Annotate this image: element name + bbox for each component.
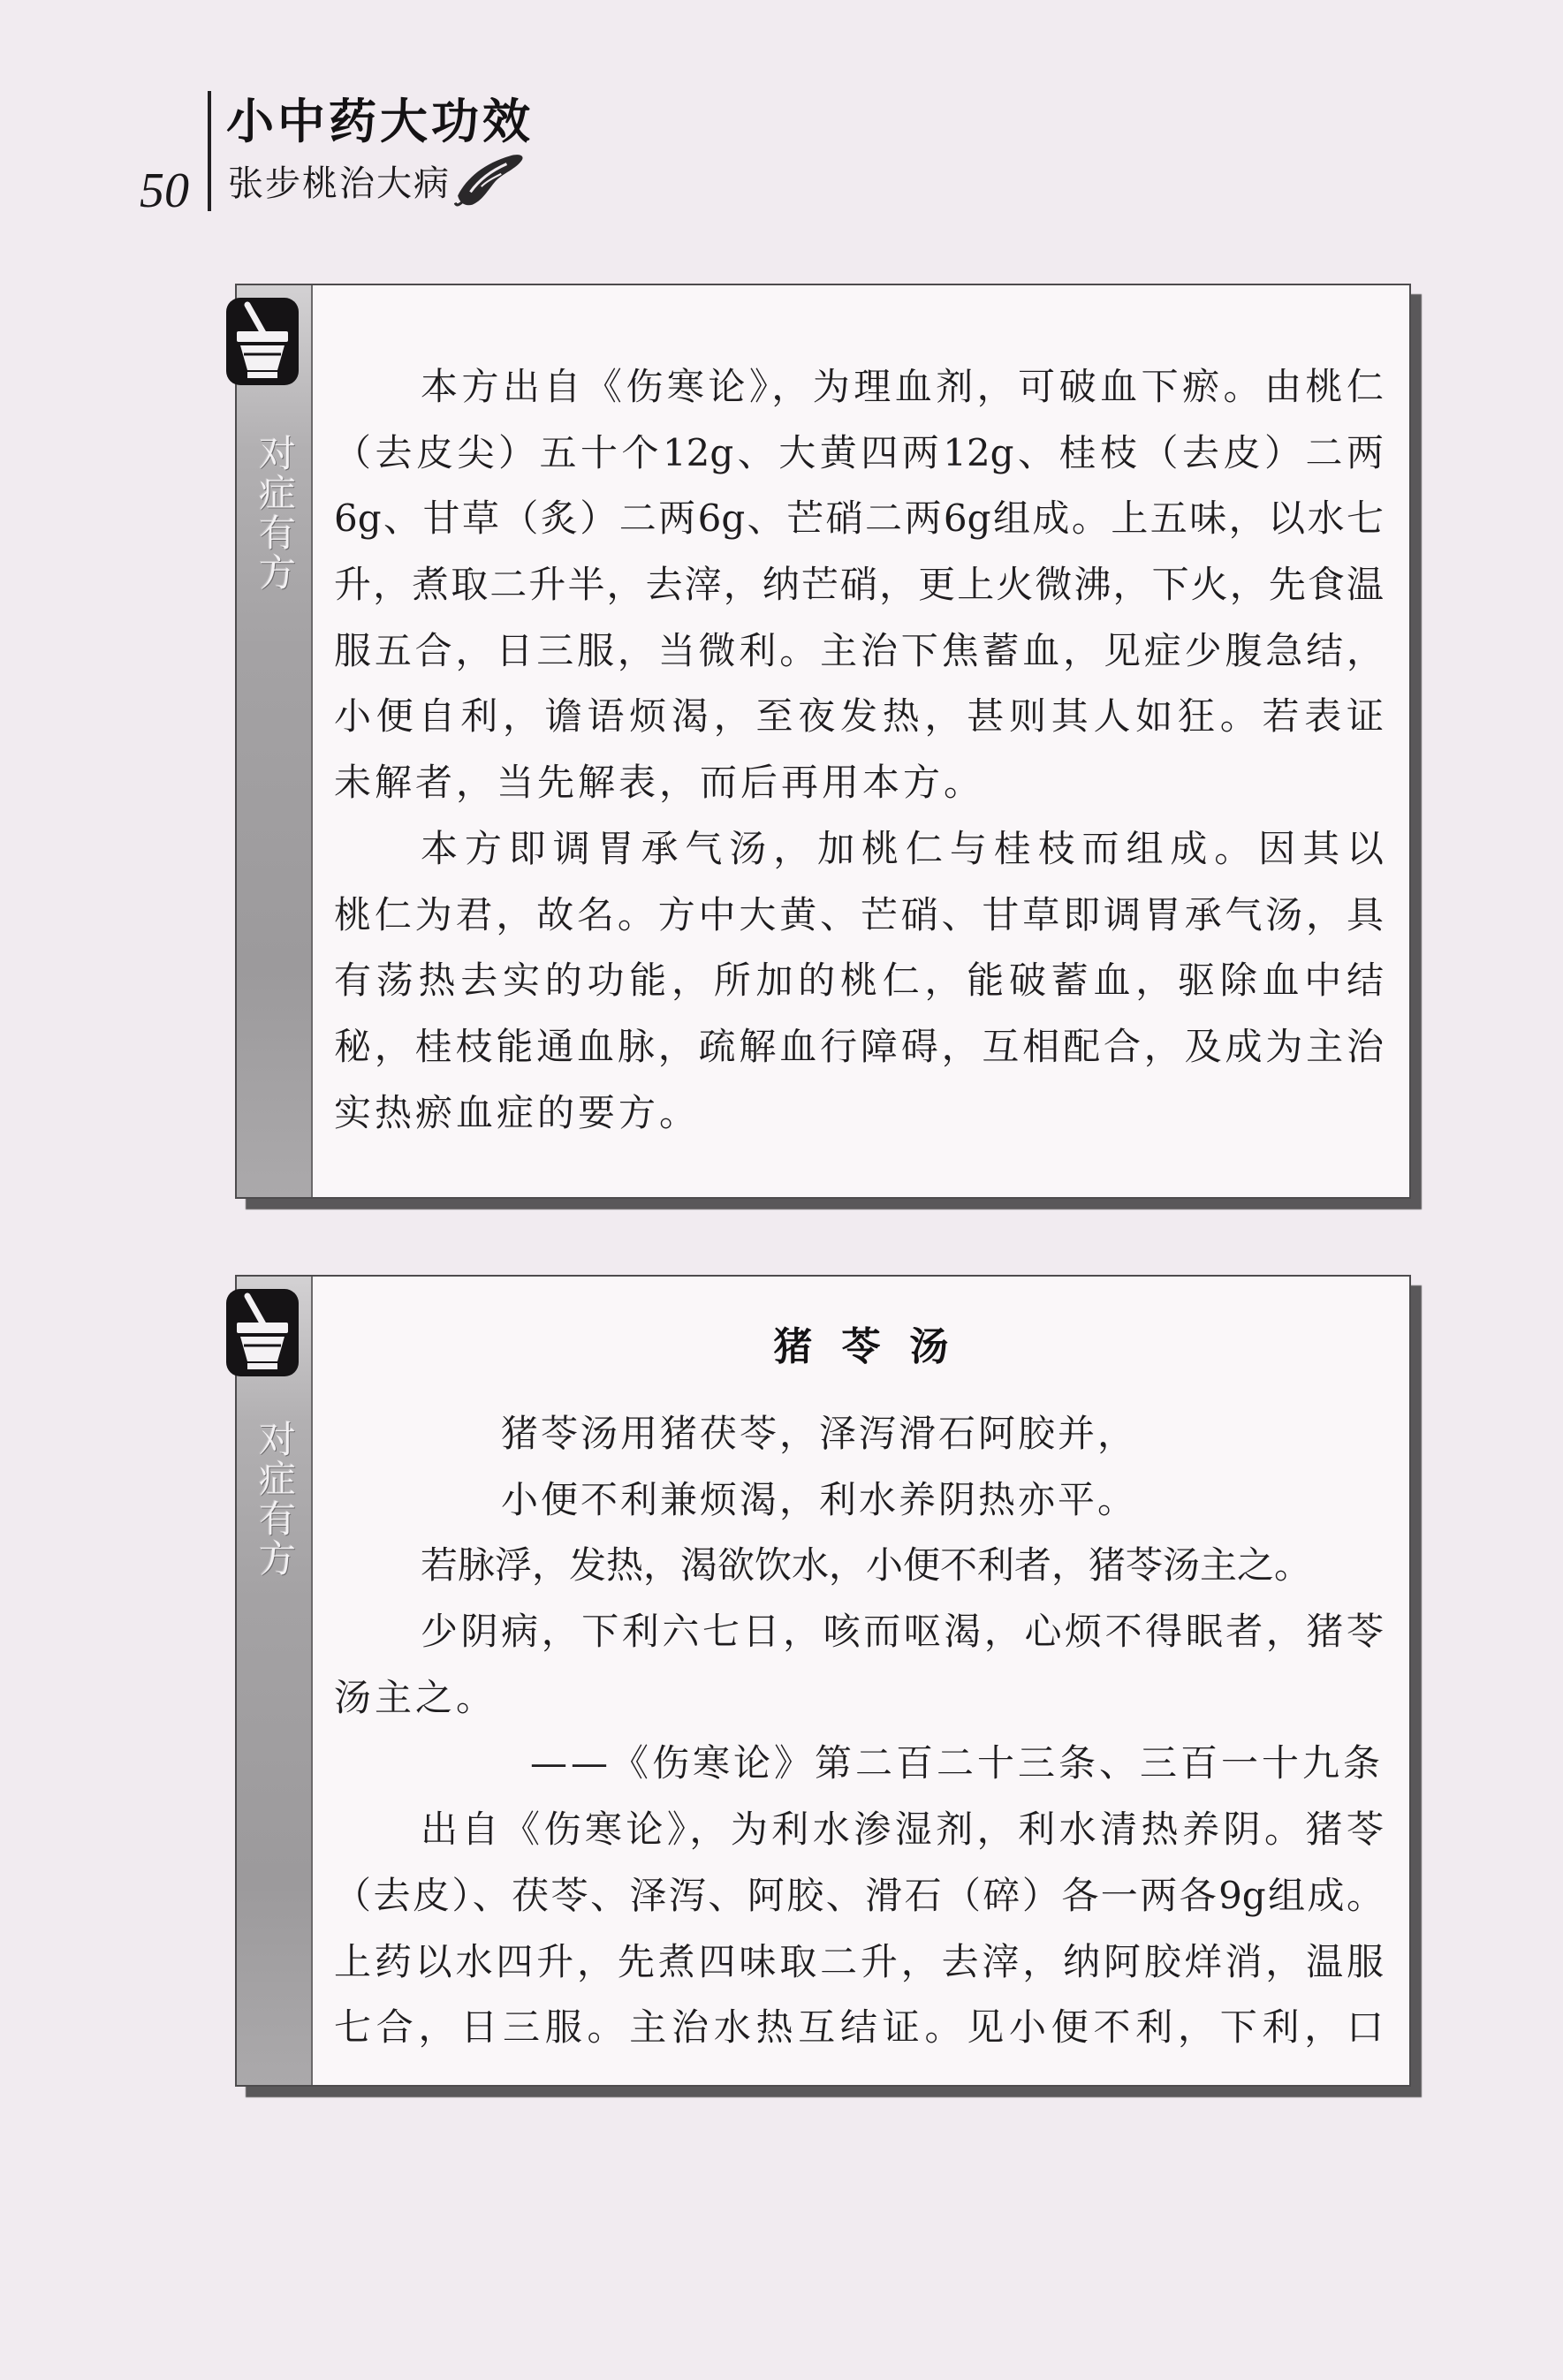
- body-text: [334, 1401, 1384, 2061]
- mortar-pestle-icon: [224, 1287, 300, 1378]
- paragraph-line: （去皮尖）五十个12g、大黄四两12g、桂枝（去皮）二两: [334, 430, 1384, 474]
- book-subtitle: 张步桃治大病: [228, 163, 451, 204]
- source-citation: ——《伤寒论》第二百二十三条、三百一十九条: [529, 1741, 1384, 1785]
- paragraph-line: 未解者，当先解表，而后再用本方。: [334, 761, 985, 805]
- paragraph-line: 桃仁为君，故名。方中大黄、芒硝、甘草即调胃承气汤，具: [334, 892, 1384, 936]
- paragraph-line: 6g、甘草（炙）二两6g、芒硝二两6g组成。上五味，以水七: [334, 496, 1384, 541]
- book-title: 小中药大功效: [226, 93, 534, 149]
- sidebar-strip: [237, 1277, 313, 2085]
- remedy-box: [235, 1275, 1411, 2087]
- sidebar-strip: [237, 285, 313, 1197]
- verse-line: 猪苓汤用猪茯苓，泽泻滑石阿胶并，: [501, 1412, 1138, 1455]
- paragraph-line: 实热瘀血症的要方。: [334, 1090, 701, 1134]
- paragraph-line: 上药以水四升，先煮四味取二升，去滓，纳阿胶烊消，温服: [334, 1939, 1384, 1983]
- paragraph-line: 秘，桂枝能通血脉，疏解血行障碍，互相配合，及成为主治: [334, 1024, 1384, 1068]
- page-number: 50: [140, 163, 189, 218]
- paragraph-line: 出自《伤寒论》，为利水渗湿剂，利水清热养阴。猪苓: [421, 1808, 1384, 1852]
- remedy-box: [235, 284, 1411, 1199]
- verse-line: 小便不利兼烦渴，利水养阴热亦平。: [501, 1477, 1138, 1521]
- paragraph-line: 有荡热去实的功能，所加的桃仁，能破蓄血，驱除血中结: [334, 959, 1384, 1003]
- paragraph-line: 升，煮取二升半，去滓，纳芒硝，更上火微沸，下火，先食温: [334, 563, 1384, 607]
- paragraph-line: （去皮）、茯苓、泽泻、阿胶、滑石（碎）各一两各9g组成。: [334, 1873, 1384, 1917]
- header-divider: [208, 91, 211, 211]
- quote-line: 若脉浮，发热，渴欲饮水，小便不利者，猪苓汤主之。: [421, 1543, 1312, 1588]
- paragraph-line: 本方出自《伤寒论》，为理血剂，可破血下瘀。由桃仁: [421, 365, 1384, 408]
- paragraph-line: 七合，日三服。主治水热互结证。见小便不利，下利，口: [334, 2005, 1384, 2050]
- quote-line: 汤主之。: [334, 1675, 497, 1719]
- sidebar-label: 对症有方: [254, 1420, 297, 1579]
- quote-line: 少阴病，下利六七日，咳而呕渴，心烦不得眠者，猪苓: [421, 1610, 1384, 1654]
- paragraph-line: 小便自利，谵语烦渴，至夜发热，甚则其人如狂。若表证: [334, 694, 1384, 739]
- brush-stroke-icon: [454, 150, 527, 208]
- body-text: [334, 354, 1384, 1146]
- paragraph-line: 服五合，日三服，当微利。主治下焦蓄血，见症少腹急结，: [334, 628, 1384, 672]
- formula-title: 猪苓汤: [773, 1324, 978, 1369]
- paragraph-line: 本方即调胃承气汤，加桃仁与桂枝而组成。因其以: [421, 826, 1384, 870]
- mortar-pestle-icon: [224, 296, 300, 387]
- sidebar-label: 对症有方: [254, 434, 297, 593]
